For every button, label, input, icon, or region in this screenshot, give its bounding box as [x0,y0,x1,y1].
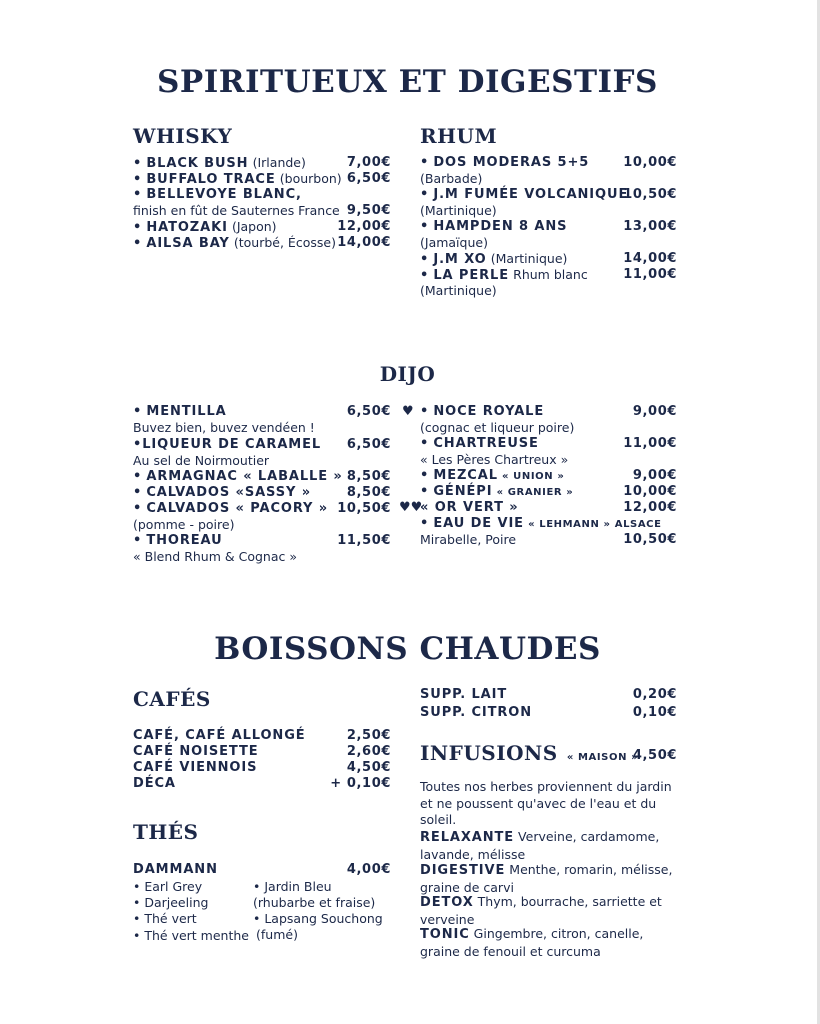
dijo-item: • CALVADOS « PACORY » 10,50€ [133,501,391,516]
dijo-item-detail: Au sel de Noirmoutier [133,453,270,468]
dijo-item-detail: (pomme - poire) [133,517,235,532]
dijo-item-detail: « Les Pères Chartreux » [420,452,569,467]
rhum-item-detail: (Martinique) [420,203,497,218]
rhum-item-detail: (Jamaïque) [420,235,488,250]
bullet: • [133,156,143,171]
the-item-detail: (fumé) [256,927,298,942]
dijo-item: • MEZCAL « UNION » 9,00€ [420,468,677,483]
infusions-intro: Toutes nos herbes proviennent du jardin et ne poussent qu'avec de l'eau et du soleil. [420,779,672,827]
cafes-heading: CAFÉS [133,687,211,711]
infusions-price: 4,50€ [632,748,677,763]
dijo-item: • CALVADOS «SASSY » 8,50€ [133,485,391,500]
infusions-header [420,741,677,767]
infusion-item: DIGESTIVE Menthe, romarin, mélisse, graine de carvi [420,862,673,895]
whisky-item: • BUFFALO TRACE (bourbon) 6,50€ [133,171,391,187]
rhum-item: • J.M FUMÉE VOLCANIQUE 10,50€ [420,187,677,202]
dijo-item-detail: (cognac et liqueur poire) [420,420,575,435]
whisky-item: • AILSA BAY (tourbé, Écosse) 14,00€ [133,235,391,251]
rhum-heading: RHUM [420,124,498,148]
cafe-item: DÉCA + 0,10€ [133,776,391,791]
dijo-item: • ARMAGNAC « LABALLE » 8,50€ [133,469,391,484]
heart-icon: ♥ [402,404,414,419]
whisky-heading: WHISKY [133,124,233,148]
cafe-item: CAFÉ, CAFÉ ALLONGÉ 2,50€ [133,728,391,743]
infusions-heading: INFUSIONS [420,741,558,765]
infusion-item: DETOX Thym, bourrache, sarriette et verveine [420,894,662,927]
dijo-item-detail: « Blend Rhum & Cognac » [133,549,297,564]
the-item: • Thé vert [133,911,197,926]
whisky-item: • HATOZAKI (Japon) 12,00€ [133,219,391,235]
spiritueux-title: SPIRITUEUX ET DIGESTIFS [157,64,658,100]
supp-item: SUPP. LAIT 0,20€ [420,687,677,702]
cafe-item: CAFÉ VIENNOIS 4,50€ [133,760,391,775]
the-item: • Jardin Bleu [253,879,332,894]
infusions-maison: « MAISON » [566,752,639,763]
rhum-item: • HAMPDEN 8 ANS 13,00€ [420,219,677,234]
infusion-item: TONIC Gingembre, citron, canelle, graine de fenouil et curcuma [420,926,644,959]
boissons-title: BOISSONS CHAUDES [214,631,601,667]
cafe-item: CAFÉ NOISETTE 2,60€ [133,744,391,759]
whisky-item: • BELLEVOYE BLANC, [133,187,302,202]
the-item: • Earl Grey [133,879,203,894]
double-heart-icon: ♥♥ [399,500,423,515]
rhum-item: • J.M XO (Martinique) 14,00€ [420,251,677,267]
whisky-item: • BLACK BUSH (Irlande) 7,00€ [133,155,391,171]
rhum-item: • LA PERLE Rhum blanc 11,00€ [420,267,677,283]
infusion-item: RELAXANTE Verveine, cardamome, lavande, mélisse [420,829,660,862]
dijo-item: • EAU DE VIE « LEHMANN » ALSACE [420,516,662,531]
the-item: • Lapsang Souchong [253,911,383,926]
dijo-heading: DIJO [379,362,436,386]
the-item-detail: (rhubarbe et fraise) [253,895,376,910]
whisky-item-detail: finish en fût de Sauternes France 9,50€ [133,203,391,218]
supp-item: SUPP. CITRON 0,10€ [420,705,677,720]
dijo-item: • GÉNÉPI « GRANIER » 10,00€ [420,484,677,499]
dijo-item-detail: Buvez bien, buvez vendéen ! [133,420,315,435]
dijo-item: • MENTILLA 6,50€ [133,404,391,419]
dijo-item: •LIQUEUR DE CARAMEL 6,50€ [133,437,391,452]
thes-heading: THÉS [133,820,199,844]
dijo-item-detail: Mirabelle, Poire 10,50€ [420,532,677,547]
the-item: • Darjeeling [133,895,209,910]
dijo-item: « OR VERT » 12,00€ [420,500,677,515]
dijo-item: • CHARTREUSE 11,00€ [420,436,677,451]
dijo-item: • THOREAU 11,50€ [133,533,391,548]
rhum-item-detail: (Martinique) [420,283,497,298]
rhum-item-detail: (Barbade) [420,171,483,186]
rhum-item: • DOS MODERAS 5+5 10,00€ [420,155,677,170]
dijo-item: • NOCE ROYALE 9,00€ [420,404,677,419]
thes-brand-row: DAMMANN 4,00€ [133,862,391,877]
the-item: • Thé vert menthe [133,928,249,943]
